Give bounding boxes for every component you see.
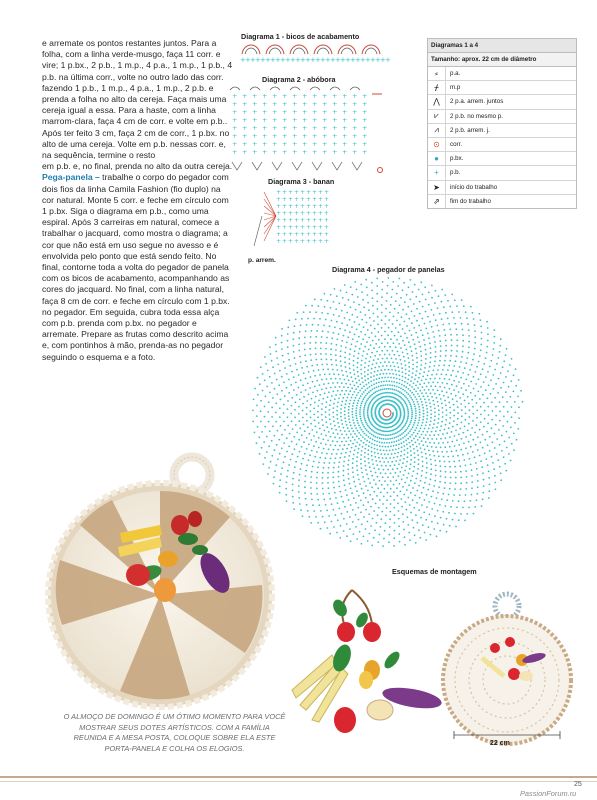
svg-text:+: + [252, 108, 258, 116]
svg-text:+: + [332, 92, 338, 100]
svg-text:+: + [232, 108, 238, 116]
svg-text:+: + [332, 132, 338, 140]
svg-text:+: + [294, 196, 300, 203]
footer-rule [0, 776, 597, 778]
svg-text:+: + [362, 116, 368, 124]
svg-text:+: + [270, 56, 276, 64]
svg-text:+: + [300, 56, 306, 64]
svg-text:+: + [318, 238, 324, 245]
svg-text:+: + [282, 100, 288, 108]
svg-text:+: + [312, 148, 318, 156]
watermark: PassionForum.ru [520, 789, 577, 798]
svg-text:+: + [306, 238, 312, 245]
svg-text:+: + [385, 56, 391, 64]
svg-text:+: + [242, 100, 248, 108]
svg-text:+: + [312, 92, 318, 100]
svg-text:+: + [322, 124, 328, 132]
svg-text:+: + [285, 56, 291, 64]
svg-text:+: + [362, 148, 368, 156]
legend-label: 2 p.a. arrem. juntos [450, 98, 504, 106]
svg-text:+: + [342, 100, 348, 108]
svg-text:+: + [302, 92, 308, 100]
svg-text:+: + [312, 231, 318, 238]
svg-text:+: + [362, 100, 368, 108]
svg-text:+: + [340, 56, 346, 64]
svg-text:+: + [318, 217, 324, 224]
svg-text:+: + [324, 224, 330, 231]
svg-text:+: + [282, 148, 288, 156]
paragraph-3 [42, 172, 234, 362]
svg-text:+: + [288, 210, 294, 217]
svg-text:+: + [362, 108, 368, 116]
svg-text:+: + [294, 238, 300, 245]
svg-text:+: + [294, 224, 300, 231]
svg-text:+: + [352, 92, 358, 100]
svg-text:+: + [276, 238, 282, 245]
assembly-schema-title: Esquemas de montagem [392, 567, 477, 576]
svg-text:+: + [312, 124, 318, 132]
svg-text:+: + [300, 224, 306, 231]
svg-text:+: + [276, 217, 282, 224]
svg-text:+: + [342, 92, 348, 100]
svg-text:+: + [312, 108, 318, 116]
svg-text:+: + [300, 203, 306, 210]
svg-text:+: + [232, 116, 238, 124]
paragraph-1: e arremate os pontos restantes juntos. Para a folha, com a linha verde-musgo, faça 11 corr. e vire; 1 p.bx., 2 p.b., 1 m.p., 4 p.a., 1 m.p., 1 p.b., 4 p.b. na última corr., volte no outro lado das corr. fazendo 1 p.b., 1 m.p., 4 p.a., 1 m.p., 2 p.b. e prenda a folha no alto da cereja. Faça mais uma cereja igual a essa. Para a haste, com a linha marrom-clara, faça 4 cm de corr. e volte em p.b.. Após ter feito 3 cm, faça 2 cm de corr., 1 p.bx. no alto de uma cereja. Volte em p.b. nessas corr. e, na sequência, termine o resto [42, 38, 233, 161]
svg-text:+: + [242, 140, 248, 148]
svg-text:+: + [300, 196, 306, 203]
svg-text:+: + [232, 124, 238, 132]
svg-text:+: + [282, 132, 288, 140]
svg-text:+: + [322, 116, 328, 124]
svg-text:+: + [324, 231, 330, 238]
svg-text:+: + [310, 56, 316, 64]
svg-text:+: + [322, 100, 328, 108]
start-arrow-icon: ➤ [428, 181, 446, 194]
footer-rule-thin [0, 781, 597, 782]
svg-text:+: + [292, 124, 298, 132]
svg-text:+: + [362, 132, 368, 140]
assembled-potholder [443, 594, 571, 744]
assembly-schema-drawing [282, 580, 592, 750]
svg-text:+: + [272, 140, 278, 148]
svg-text:+: + [252, 140, 258, 148]
svg-text:+: + [332, 108, 338, 116]
diagram-4-title: Diagrama 4 - pegador de panelas [332, 265, 445, 274]
svg-text:+: + [322, 108, 328, 116]
pa-symbol-icon: ⸗ [428, 67, 446, 80]
svg-text:+: + [240, 56, 246, 64]
svg-text:+: + [276, 189, 282, 196]
svg-text:+: + [252, 100, 258, 108]
svg-text:+: + [282, 238, 288, 245]
svg-text:+: + [242, 108, 248, 116]
svg-text:+: + [282, 210, 288, 217]
legend-row [428, 138, 576, 152]
svg-text:+: + [295, 56, 301, 64]
svg-text:+: + [272, 92, 278, 100]
svg-text:+: + [302, 100, 308, 108]
svg-text:+: + [352, 140, 358, 148]
svg-text:+: + [350, 56, 356, 64]
svg-text:+: + [282, 196, 288, 203]
diagram-3-banana [254, 186, 334, 252]
svg-text:+: + [306, 189, 312, 196]
svg-text:+: + [288, 224, 294, 231]
svg-text:+: + [276, 203, 282, 210]
svg-text:+: + [306, 231, 312, 238]
svg-text:+: + [292, 100, 298, 108]
svg-text:+: + [380, 56, 386, 64]
svg-text:+: + [362, 92, 368, 100]
svg-text:+: + [315, 56, 321, 64]
svg-text:+: + [342, 116, 348, 124]
legend-label: 2 p.b. arrem. j. [450, 126, 490, 134]
legend-row [428, 124, 576, 138]
svg-text:+: + [282, 92, 288, 100]
svg-text:+: + [330, 56, 336, 64]
svg-text:+: + [324, 238, 330, 245]
svg-text:+: + [312, 203, 318, 210]
svg-text:+: + [324, 196, 330, 203]
legend-row [428, 166, 576, 180]
svg-text:+: + [232, 140, 238, 148]
svg-text:+: + [342, 124, 348, 132]
svg-text:+: + [302, 140, 308, 148]
svg-text:+: + [302, 148, 308, 156]
legend-row [428, 67, 576, 81]
svg-text:+: + [276, 224, 282, 231]
svg-text:+: + [342, 108, 348, 116]
svg-text:+: + [318, 189, 324, 196]
svg-text:+: + [265, 56, 271, 64]
svg-text:+: + [232, 148, 238, 156]
svg-text:+: + [262, 116, 268, 124]
svg-text:+: + [312, 210, 318, 217]
fruit-illustration [292, 590, 443, 733]
svg-text:+: + [352, 108, 358, 116]
svg-text:+: + [272, 100, 278, 108]
svg-text:+: + [252, 148, 258, 156]
svg-text:+: + [288, 203, 294, 210]
svg-text:+: + [302, 132, 308, 140]
svg-text:+: + [342, 148, 348, 156]
svg-text:+: + [272, 148, 278, 156]
svg-text:+: + [312, 217, 318, 224]
svg-text:+: + [312, 100, 318, 108]
svg-text:+: + [312, 196, 318, 203]
svg-text:+: + [292, 132, 298, 140]
diagram-2-title: Diagrama 2 - abóbora [262, 75, 336, 84]
svg-text:+: + [288, 189, 294, 196]
svg-text:+: + [306, 224, 312, 231]
svg-text:+: + [280, 56, 286, 64]
svg-text:+: + [292, 140, 298, 148]
svg-text:+: + [252, 92, 258, 100]
svg-text:+: + [288, 231, 294, 238]
svg-text:+: + [262, 92, 268, 100]
diagram-4-potholder-spiral [250, 275, 525, 555]
svg-text:+: + [322, 132, 328, 140]
svg-text:+: + [365, 56, 371, 64]
svg-text:+: + [292, 116, 298, 124]
svg-text:+: + [318, 224, 324, 231]
pb-together-symbol-icon: ⩘ [428, 124, 446, 137]
svg-text:+: + [242, 132, 248, 140]
svg-text:+: + [294, 210, 300, 217]
svg-text:+: + [242, 124, 248, 132]
svg-text:+: + [318, 231, 324, 238]
svg-text:+: + [362, 140, 368, 148]
svg-text:+: + [282, 189, 288, 196]
svg-text:+: + [262, 100, 268, 108]
diagram-3-label: p. arrem. [248, 257, 276, 264]
svg-text:+: + [332, 116, 338, 124]
legend-label: fim do trabalho [450, 197, 491, 205]
pbx-symbol-icon: ● [428, 152, 446, 165]
svg-text:+: + [300, 217, 306, 224]
svg-text:+: + [320, 56, 326, 64]
svg-text:+: + [335, 56, 341, 64]
svg-text:+: + [262, 108, 268, 116]
diagram-1-finishing-picots [236, 40, 391, 66]
svg-text:+: + [322, 140, 328, 148]
svg-text:+: + [275, 56, 281, 64]
svg-text:+: + [332, 148, 338, 156]
pa-together-symbol-icon: ⋀ [428, 95, 446, 108]
svg-text:+: + [370, 56, 376, 64]
svg-text:+: + [342, 132, 348, 140]
svg-text:+: + [306, 203, 312, 210]
svg-text:+: + [282, 231, 288, 238]
svg-text:+: + [245, 56, 251, 64]
svg-text:+: + [232, 100, 238, 108]
svg-text:+: + [288, 238, 294, 245]
paragraph-3-body: trabalhe o corpo do pegador com dois fios da linha Camila Fashion (fio duplo) na cor natural. Monte 5 corr. e feche em círculo com 1 p.bx. Siga o diagrama em p.b., como uma espiral. Após 3 carreiras em natural, comece a trabalhar o jacquard, como mostra o diagrama; a cor que não está em uso segue no avesso e é envolvida pelo ponto que está sendo feito. No final, contorne toda a volta do pegador de panela com os bicos de acabamento, acompanhando as cores do jacquard. No final, com a linha natural, faça 8 cm de corr. e feche em círculo com 1 p.bx. no pegador. Em seguida, cubra toda essa alça com p.b. prenda com p.bx. no pegador e arremate. Prepare as frutas como descrito acima e, com pontinhos à mão, prenda-as no pegador seguindo o esquema e a foto. [42, 172, 230, 362]
svg-text:+: + [360, 56, 366, 64]
svg-text:+: + [352, 148, 358, 156]
svg-text:+: + [302, 116, 308, 124]
size-label: 22 cm [490, 740, 510, 747]
legend-row [428, 95, 576, 109]
svg-text:+: + [242, 148, 248, 156]
legend-row [428, 181, 576, 195]
end-arrow-icon: ⇗ [428, 195, 446, 208]
svg-text:+: + [300, 231, 306, 238]
diagram-3-title: Diagrama 3 - banan [268, 177, 335, 186]
svg-text:+: + [252, 124, 258, 132]
legend-row [428, 110, 576, 124]
svg-text:+: + [282, 116, 288, 124]
legend-subtitle: Tamanho: aprox. 22 cm de diâmetro [428, 53, 576, 67]
svg-text:+: + [306, 210, 312, 217]
pb-same-point-symbol-icon: ⩗ [428, 110, 446, 123]
svg-text:+: + [342, 140, 348, 148]
svg-text:+: + [322, 148, 328, 156]
svg-text:+: + [332, 124, 338, 132]
svg-text:+: + [292, 92, 298, 100]
svg-text:+: + [355, 56, 361, 64]
svg-text:+: + [322, 92, 328, 100]
svg-text:+: + [288, 196, 294, 203]
svg-text:+: + [282, 217, 288, 224]
svg-text:+: + [294, 217, 300, 224]
svg-text:+: + [288, 217, 294, 224]
legend-row [428, 152, 576, 166]
svg-text:+: + [305, 56, 311, 64]
svg-text:+: + [324, 210, 330, 217]
svg-text:+: + [318, 203, 324, 210]
svg-text:+: + [262, 132, 268, 140]
svg-text:+: + [312, 238, 318, 245]
svg-text:+: + [276, 210, 282, 217]
svg-text:+: + [312, 140, 318, 148]
mp-symbol-icon: ᚋ [428, 81, 446, 94]
svg-text:+: + [332, 100, 338, 108]
svg-text:+: + [292, 108, 298, 116]
svg-text:+: + [294, 203, 300, 210]
svg-text:+: + [312, 224, 318, 231]
svg-text:+: + [300, 210, 306, 217]
svg-text:+: + [260, 56, 266, 64]
svg-text:+: + [324, 189, 330, 196]
svg-text:+: + [302, 108, 308, 116]
legend-label: m.p [450, 84, 461, 92]
legend-label: corr. [450, 141, 463, 149]
svg-text:+: + [282, 224, 288, 231]
svg-text:+: + [352, 116, 358, 124]
svg-text:+: + [282, 124, 288, 132]
svg-text:+: + [272, 132, 278, 140]
svg-text:+: + [252, 116, 258, 124]
svg-text:+: + [375, 56, 381, 64]
svg-text:+: + [242, 92, 248, 100]
svg-text:+: + [272, 124, 278, 132]
legend-table [427, 38, 577, 209]
svg-text:+: + [262, 140, 268, 148]
diagram-2-pumpkin [222, 84, 390, 176]
svg-text:+: + [352, 132, 358, 140]
paragraph-2: em p.b. e, no final, prenda no alto da outra cereja. [42, 161, 233, 172]
svg-text:+: + [318, 210, 324, 217]
corr-symbol-icon: ⊙ [428, 138, 446, 151]
svg-text:+: + [272, 108, 278, 116]
svg-text:+: + [252, 132, 258, 140]
svg-text:+: + [232, 92, 238, 100]
legend-title: Diagramas 1 a 4 [428, 39, 576, 53]
svg-text:+: + [294, 231, 300, 238]
diagram-1-title: Diagrama 1 - bicos de acabamento [241, 32, 360, 41]
svg-text:+: + [262, 148, 268, 156]
page-number: 25 [574, 781, 582, 788]
svg-text:+: + [312, 116, 318, 124]
potholder-photo [40, 455, 290, 710]
svg-text:+: + [325, 56, 331, 64]
legend-row [428, 195, 576, 208]
svg-text:+: + [292, 148, 298, 156]
section-heading-pega-panela: Pega-panela – [42, 172, 100, 183]
legend-label: p.bx. [450, 155, 464, 163]
svg-text:+: + [255, 56, 261, 64]
svg-text:+: + [306, 217, 312, 224]
svg-text:+: + [232, 132, 238, 140]
svg-text:+: + [276, 231, 282, 238]
svg-text:+: + [262, 124, 268, 132]
svg-text:+: + [300, 238, 306, 245]
legend-row [428, 81, 576, 95]
svg-text:+: + [306, 196, 312, 203]
svg-text:+: + [352, 100, 358, 108]
svg-text:+: + [272, 116, 278, 124]
svg-text:+: + [362, 124, 368, 132]
svg-text:+: + [282, 140, 288, 148]
photo-caption: O ALMOÇO DE DOMINGO É UM ÓTIMO MOMENTO PARA VOCÊ MOSTRAR SEUS DOTES ARTÍSTICOS. COM A FAMÍLIA REUNIDA E A MESA POSTA, COLOQUE SOBRE ELA ESTE PORTA-PANELA E COLHA OS ELOGIOS. [63, 712, 286, 753]
pb-symbol-icon: + [428, 166, 446, 179]
svg-text:+: + [242, 116, 248, 124]
svg-text:+: + [345, 56, 351, 64]
instructions-text [42, 38, 234, 363]
svg-text:+: + [332, 140, 338, 148]
svg-text:+: + [282, 108, 288, 116]
legend-label: 2 p.b. no mesmo p. [450, 112, 503, 120]
svg-text:+: + [324, 217, 330, 224]
svg-text:+: + [300, 189, 306, 196]
svg-text:+: + [276, 196, 282, 203]
svg-text:+: + [294, 189, 300, 196]
legend-label: p.b. [450, 169, 461, 177]
svg-text:+: + [282, 203, 288, 210]
svg-text:+: + [290, 56, 296, 64]
legend-label: início do trabalho [450, 183, 498, 191]
legend-label: p.a. [450, 70, 461, 78]
svg-text:+: + [312, 189, 318, 196]
svg-text:+: + [250, 56, 256, 64]
svg-text:+: + [302, 124, 308, 132]
svg-text:+: + [312, 132, 318, 140]
svg-text:+: + [324, 203, 330, 210]
svg-text:+: + [318, 196, 324, 203]
svg-text:+: + [352, 124, 358, 132]
